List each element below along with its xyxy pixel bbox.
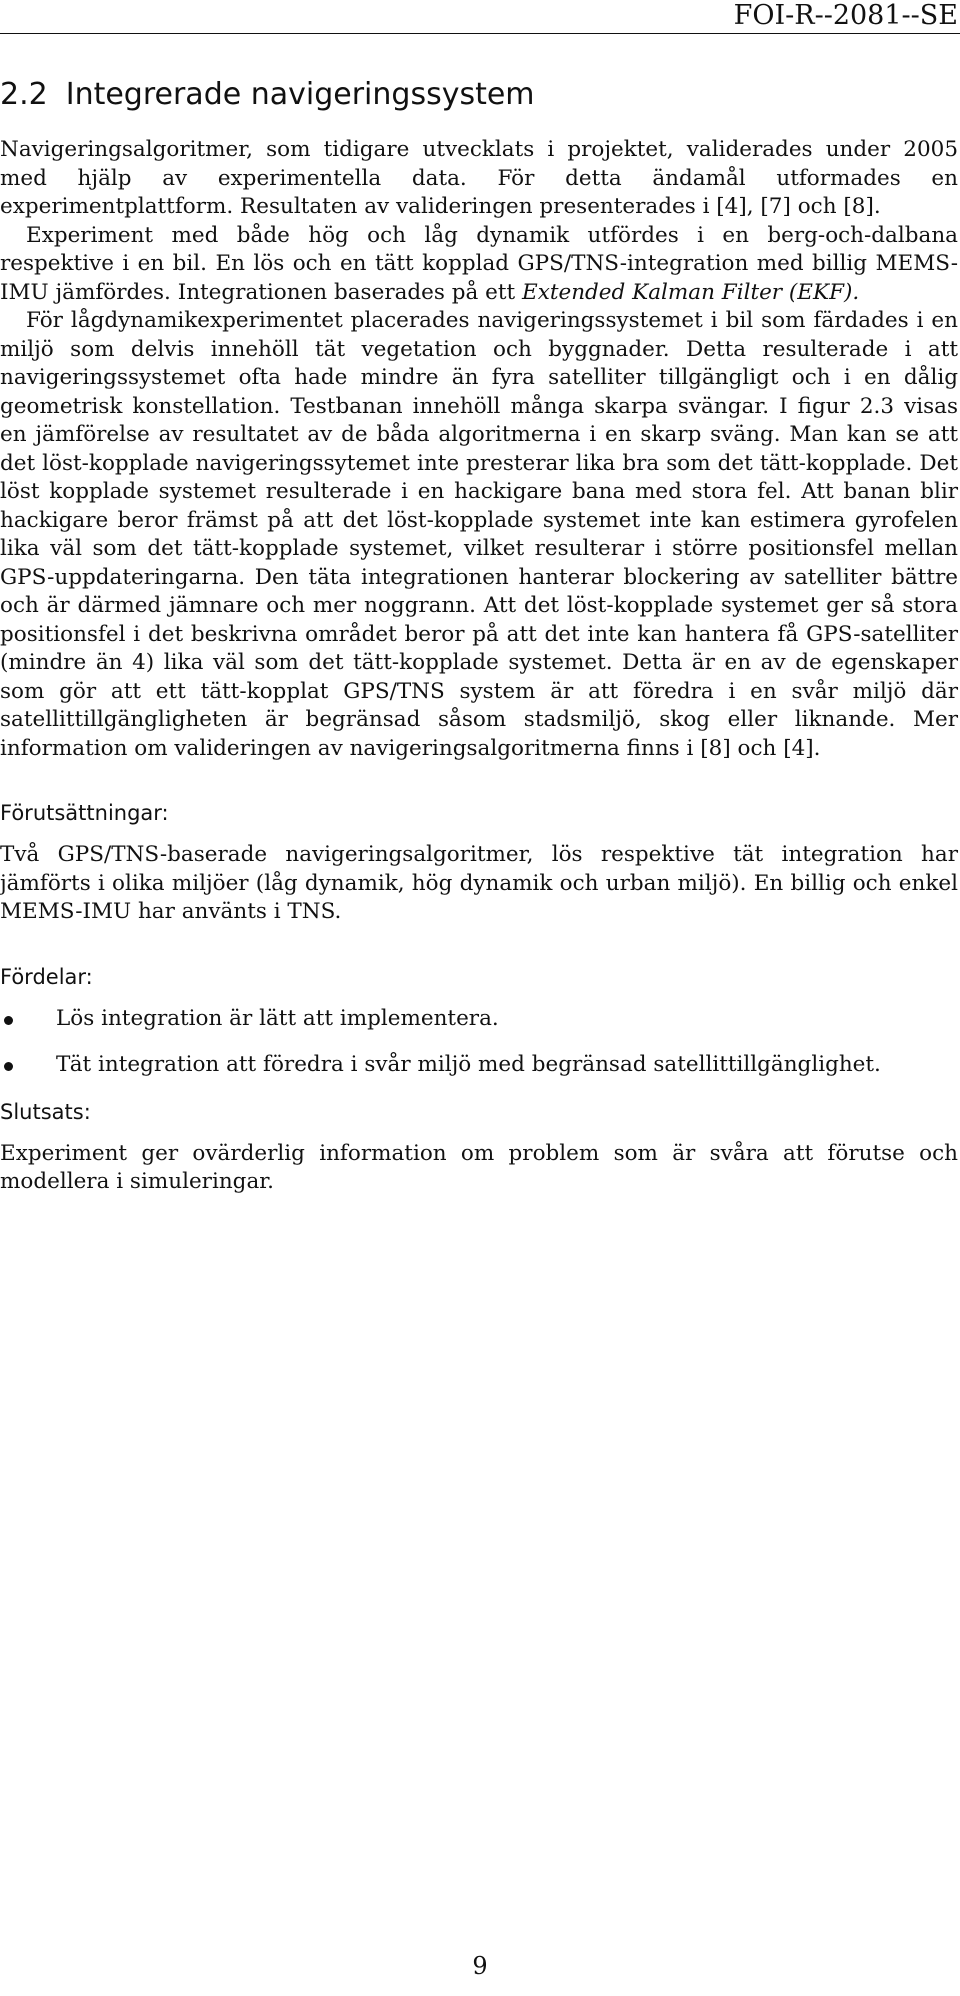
intro-paragraph-3: För lågdynamikexperimentet placerades navigeringssystemet i bil som färdades i en miljö som delvis innehöll tät vegetation och byggnader. Detta resulterade i att navigeringssystemet ofta hade mindre än fyra satelliter tillgängligt och i en dålig geometrisk konstellation. Testbanan innehöll många skarpa svängar. I figur 2.3 visas en jämförelse av resultatet av de båda algoritmerna i en skarp sväng. Man kan se att det löst-kopplade navigeringssytemet inte presterar lika bra som det tätt-kopplade. Det löst kopplade systemet resulterade i en hackigare bana med stora fel. Att banan blir hackigare beror främst på att det löst-kopplade systemet inte kan estimera gyrofelen lika väl som det tätt-kopplade systemet, vilket resulterar i större positionsfel mellan GPS-uppdateringarna. Den täta integrationen hanterar blockering av satelliter bättre och är därmed jämnare och mer noggrann. Att det löst-kopplade systemet ger så stora positionsfel i det beskrivna området beror på att det inte kan hantera få GPS-satelliter (mindre än 4) lika väl som det tätt-kopplade systemet. Detta är en av de egenskaper som gör att ett tätt-kopplat GPS/TNS system är att föredra i en svår miljö där satellittillgängligheten är begränsad såsom stadsmiljö, skog eller liknande. Mer information om valideringen av navigeringsalgoritmerna finns i [8] och [4].: [0, 308, 958, 761]
bullet-icon: [4, 1016, 13, 1025]
page-number: 9: [472, 1952, 488, 1980]
page-content: [0, 76, 958, 1197]
ekf-term: Extended Kalman Filter (EKF).: [522, 279, 860, 305]
list-item-text: Tät integration att föredra i svår miljö med begränsad satellittillgänglighet.: [56, 1052, 881, 1077]
prerequisites-text: Två GPS/TNS-baserade navigeringsalgoritmer, lös respektive tät integration har jämförts i olika miljöer (låg dynamik, hög dynamik och urban miljö). En billig och enkel MEMS-IMU har använts i TNS.: [0, 842, 958, 924]
list-item: [0, 1005, 958, 1034]
section-title: Integrerade navigeringssystem: [65, 77, 535, 112]
prerequisites-heading: Förutsättningar:: [0, 801, 169, 825]
bullet-icon: [4, 1062, 13, 1071]
conclusion-text: Experiment ger ovärderlig information om problem som är svåra att förutse och modellera i simuleringar.: [0, 1140, 958, 1194]
section-heading: [0, 76, 958, 114]
list-item: [0, 1051, 958, 1080]
list-item-text: Lös integration är lätt att implementera.: [56, 1005, 499, 1031]
report-id: FOI-R--2081--SE: [733, 0, 958, 31]
intro-paragraph-2: [0, 222, 958, 308]
intro-paragraph-1: Navigeringsalgoritmer, som tidigare utvecklats i projektet, validerades under 2005 med hjälp av experimentella data. För detta ändamål utformades en experimentplattform. Resultaten av valideringen presenterades i [4], [7] och [8].: [0, 137, 958, 219]
header-rule: [0, 33, 960, 34]
section-number: 2.2: [0, 77, 48, 112]
conclusion-heading: Slutsats:: [0, 1099, 91, 1124]
advantages-list: [0, 1005, 958, 1080]
intro-paragraph-2-text: Experiment med både hög och låg dynamik utfördes i en berg-och-dalbana respektive i en bil. En lös och en tätt kopplad GPS/TNS-integration med billig MEMS-IMU jämfördes. Integrationen baserades på ett: [0, 222, 958, 305]
advantages-heading: Fördelar:: [0, 964, 93, 989]
